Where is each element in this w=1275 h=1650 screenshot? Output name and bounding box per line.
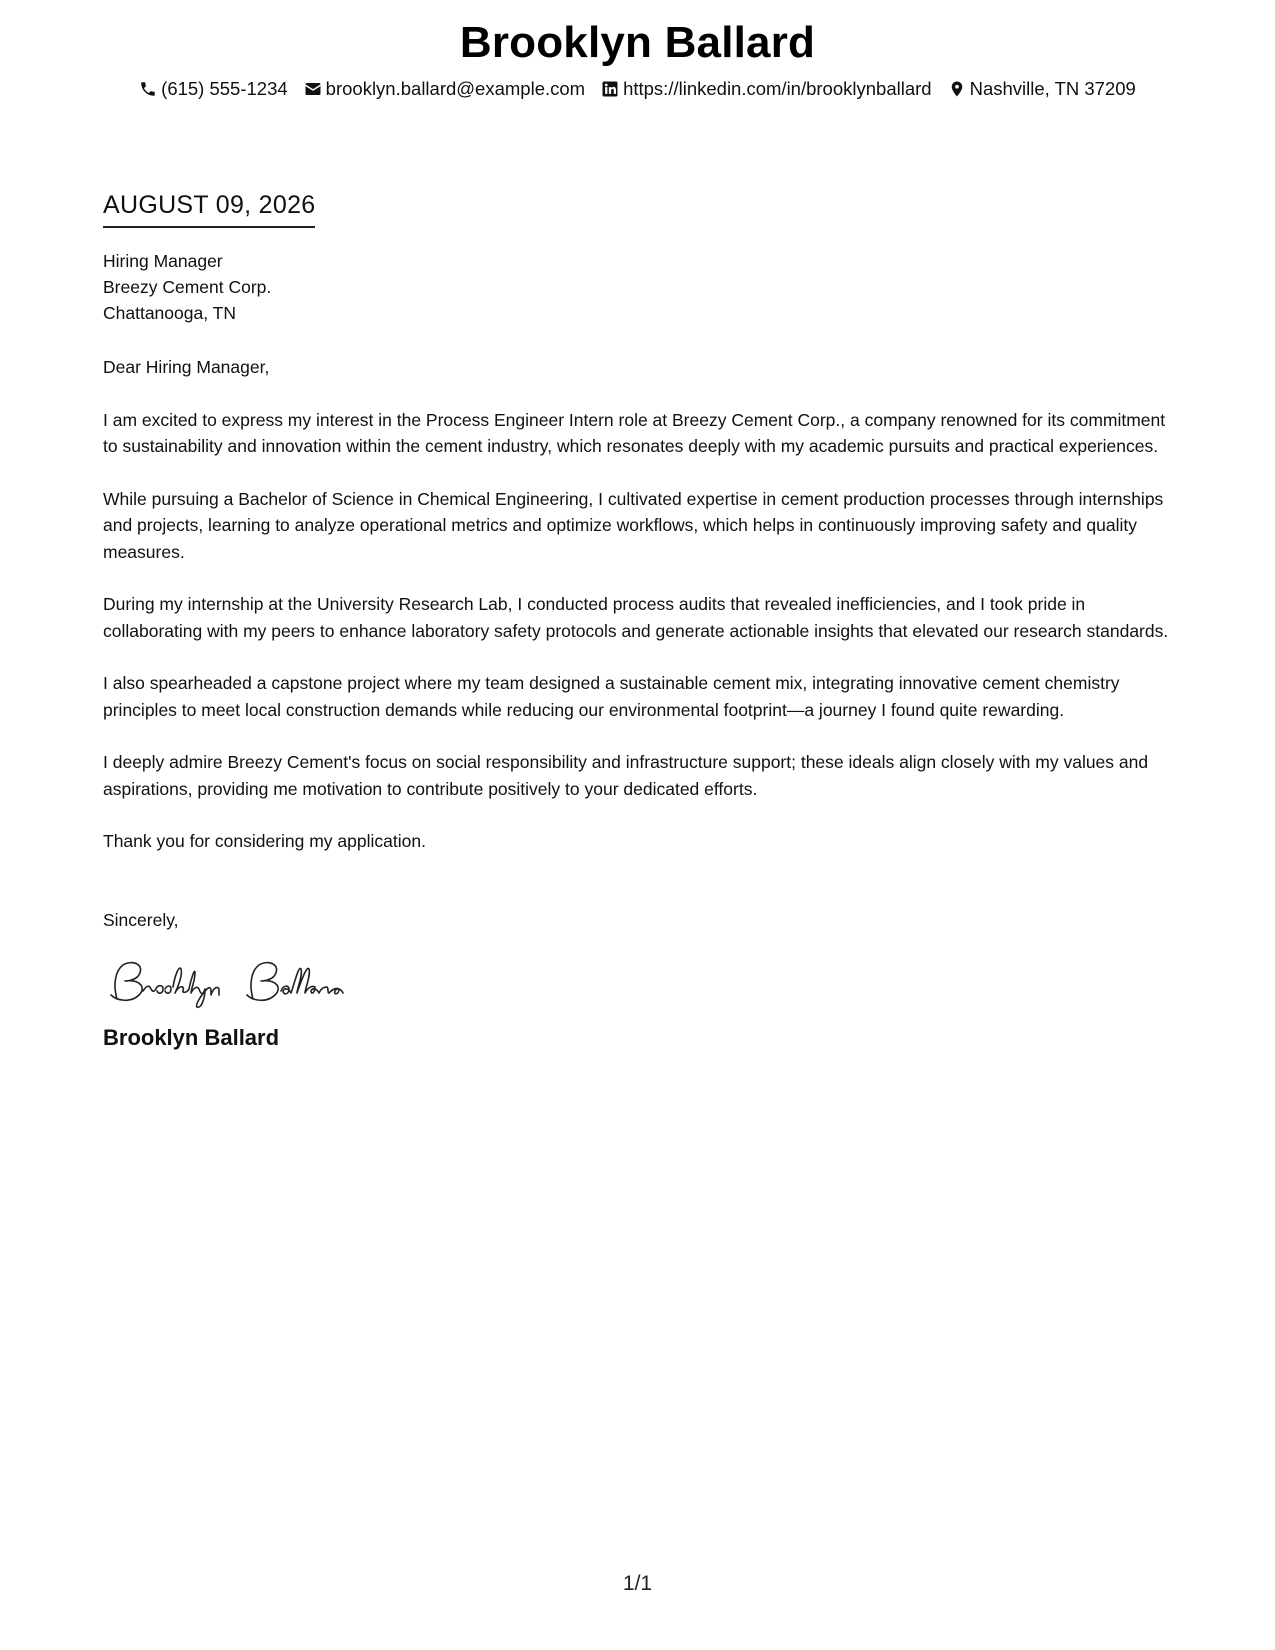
contact-linkedin — [601, 78, 932, 100]
linkedin-text[interactable]: https://linkedin.com/in/brooklynballard — [623, 78, 932, 99]
contact-location — [948, 78, 1136, 100]
handwritten-signature — [103, 955, 1173, 1011]
map-pin-icon — [948, 80, 966, 98]
contact-bar — [0, 78, 1275, 100]
paragraph: I also spearheaded a capstone project where my team designed a sustainable cement mix, integrating innovative cement chemistry principles to meet local construction demands while reducing our environmental footprint—a journey I found quite rewarding. — [103, 673, 1120, 720]
applicant-name: Brooklyn Ballard — [459, 18, 816, 67]
recipient-location: Chattanooga, TN — [103, 303, 236, 323]
recipient-block — [103, 248, 1173, 326]
contact-phone — [139, 78, 288, 100]
page-number: 1/1 — [622, 1572, 653, 1595]
salutation: Dear Hiring Manager, — [103, 357, 270, 377]
paragraph: While pursuing a Bachelor of Science in Chemical Engineering, I cultivated expertise in cement production processes through internships and projects, learning to analyze operational metrics and optimize workflows, which helps in continuously improving safety and quality measures. — [103, 488, 1164, 562]
paragraph: I deeply admire Breezy Cement's focus on social responsibility and infrastructure support; these ideals align closely with my values and aspirations, providing me motivation to contribute positively to your dedicated efforts. — [103, 752, 1149, 799]
closing: Sincerely, — [103, 909, 179, 930]
contact-email — [304, 78, 585, 100]
recipient-title: Hiring Manager — [103, 251, 223, 271]
recipient-company: Breezy Cement Corp. — [103, 277, 272, 297]
sender-name: Brooklyn Ballard — [103, 1025, 280, 1050]
email-text: brooklyn.ballard@example.com — [325, 78, 586, 99]
phone-text: (615) 555-1234 — [161, 78, 288, 99]
paragraph: I am excited to express my interest in the Process Engineer Intern role at Breezy Cement Corp., a company renowned for its commitment to sustainability and innovation within the cement industry, which resonates deeply with my academic pursuits and practical experiences. — [103, 409, 1166, 456]
phone-icon — [139, 80, 157, 98]
linkedin-icon — [601, 80, 619, 98]
letter-date: AUGUST 09, 2026 — [103, 190, 315, 228]
location-text: Nashville, TN 37209 — [969, 78, 1136, 99]
envelope-icon — [304, 80, 322, 98]
paragraph: During my internship at the University Research Lab, I conducted process audits that revealed inefficiencies, and I took pride in collaborating with my peers to enhance laboratory safety protocols and generate actionable insights that elevated our research standards. — [103, 594, 1169, 641]
paragraph: Thank you for considering my application. — [103, 831, 426, 851]
letter-body — [103, 190, 1173, 1052]
